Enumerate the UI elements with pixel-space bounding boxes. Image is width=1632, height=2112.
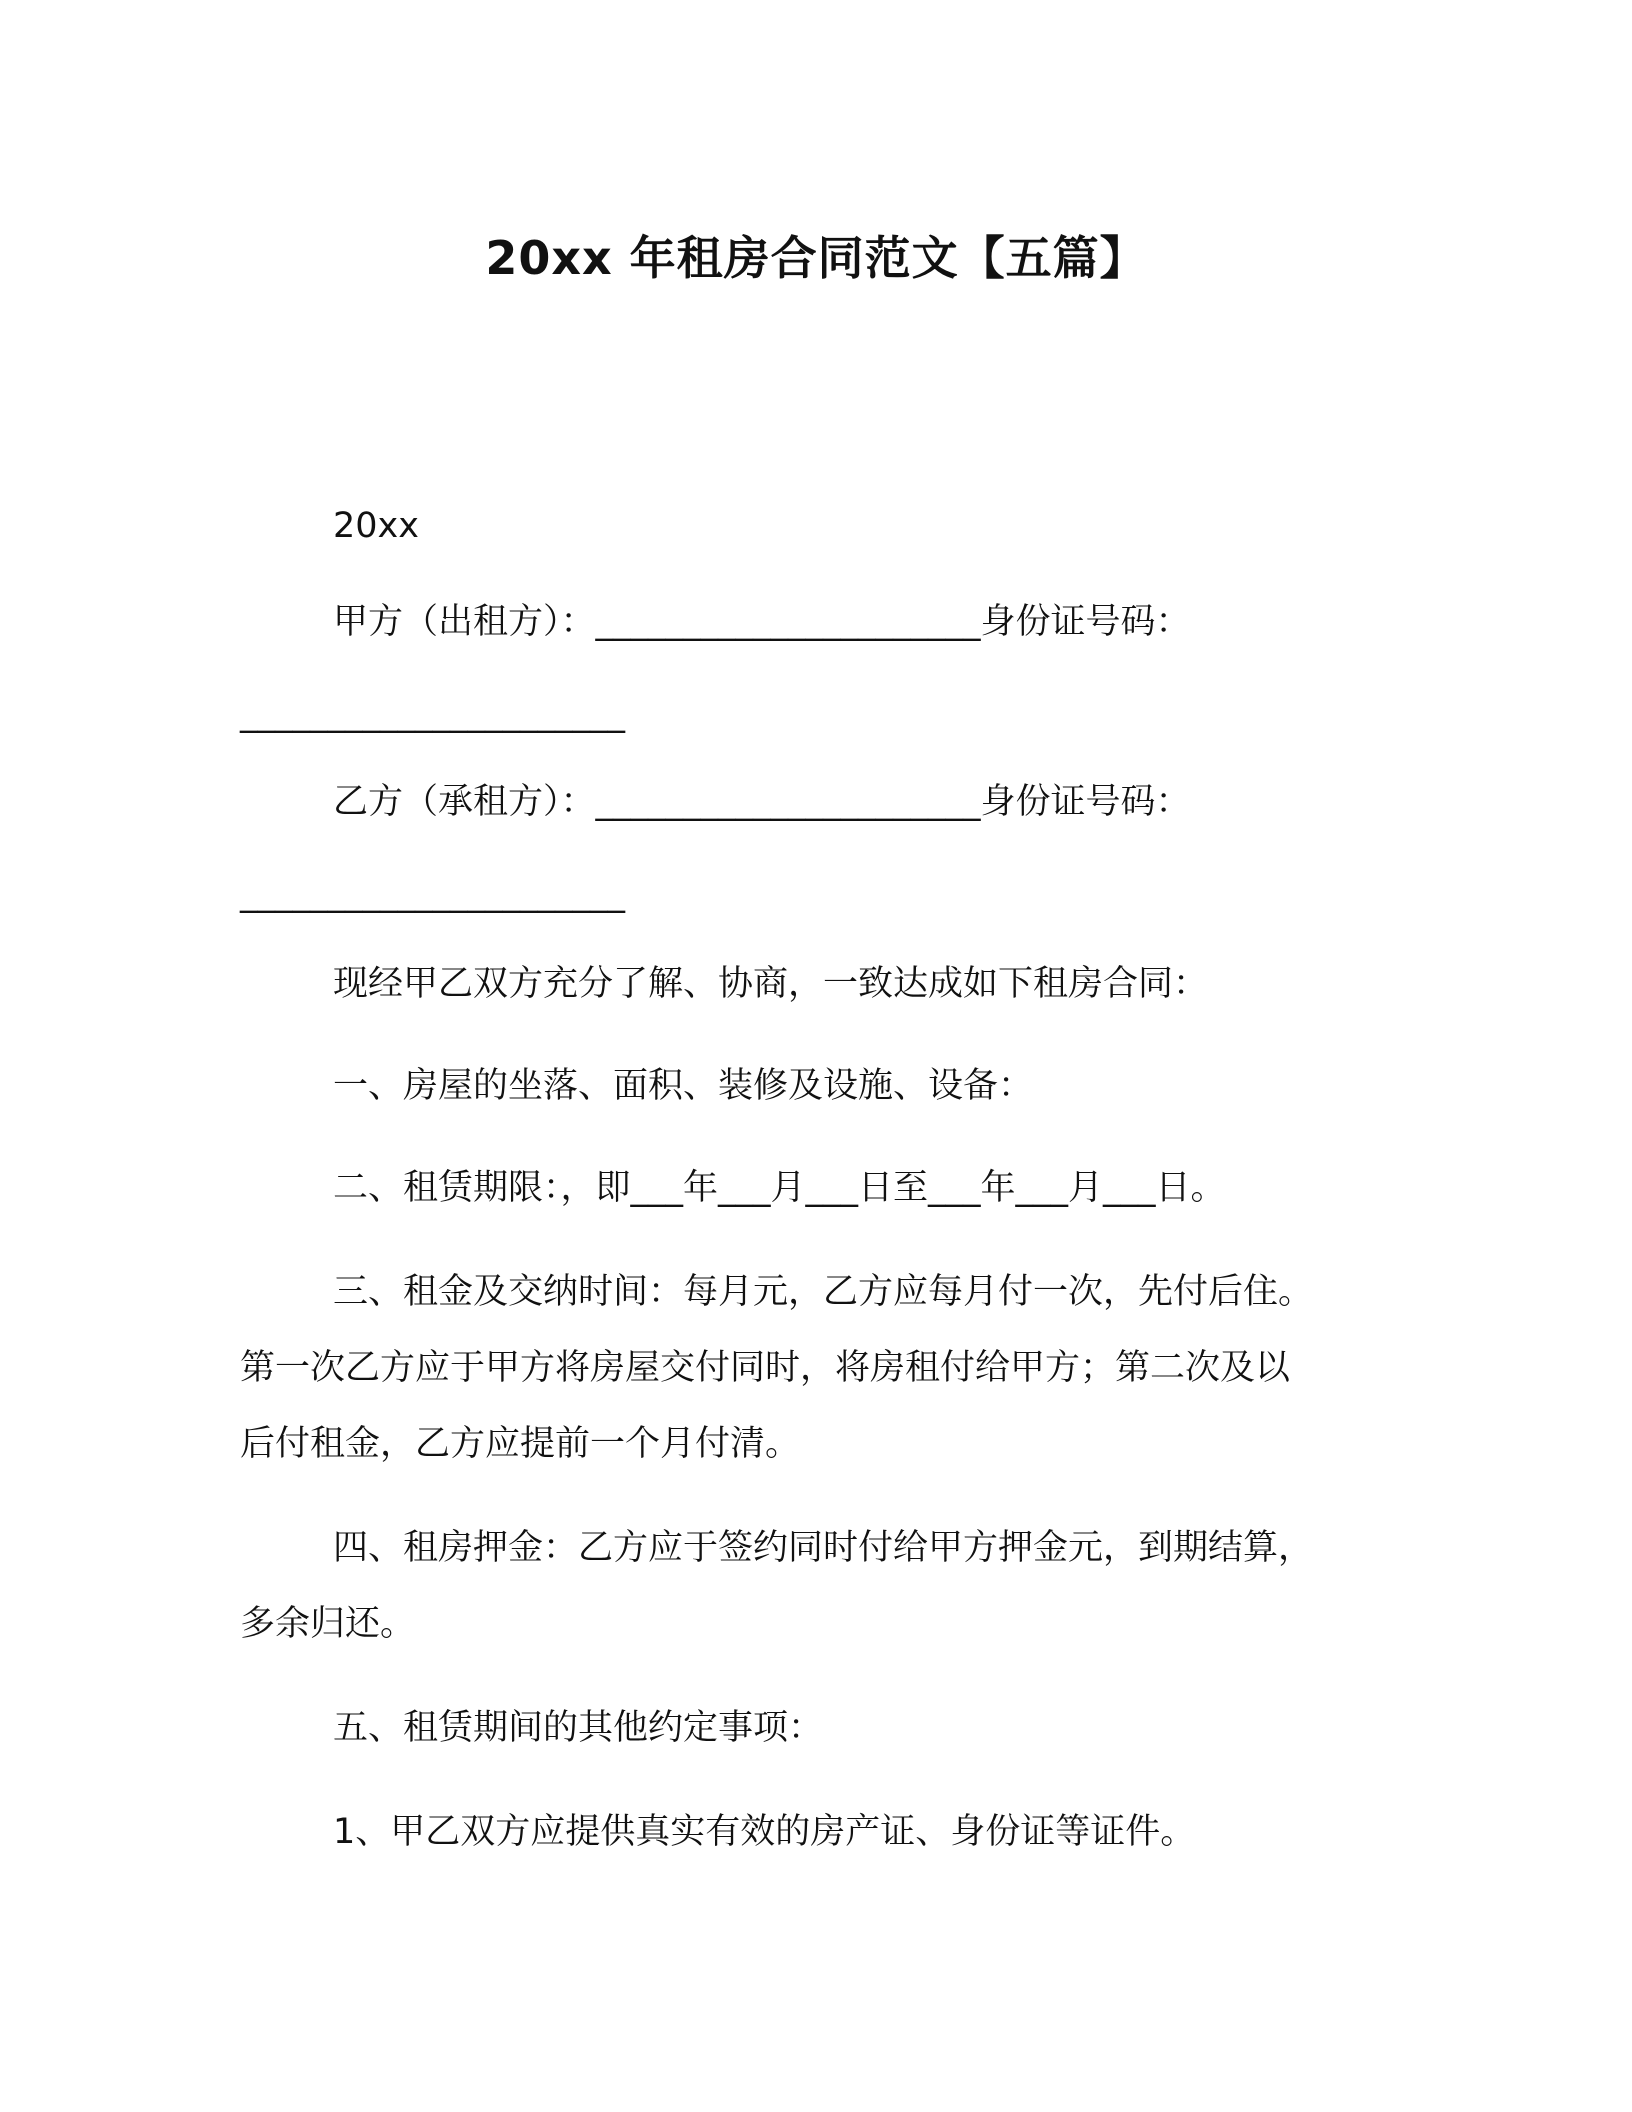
document-title: 20xx 年租房合同范文【五篇】 <box>485 231 1147 285</box>
clause-5: 五、租赁期间的其他约定事项： <box>333 1708 824 1748</box>
clause-4-line-2: 多余归还。 <box>240 1604 416 1644</box>
party-b-id-blank: ______________________ <box>240 874 625 914</box>
clause-2: 二、租赁期限：，即___年___月___日至___年___月___日。 <box>333 1168 1226 1208</box>
clause-1: 一、房屋的坐落、面积、装修及设施、设备： <box>333 1066 1034 1106</box>
item-1: 1、甲乙双方应提供真实有效的房产证、身份证等证件。 <box>333 1812 1196 1852</box>
clause-4-line-1: 四、租房押金：乙方应于签约同时付给甲方押金元，到期结算， <box>333 1528 1314 1568</box>
year-line: 20xx <box>333 506 419 546</box>
clause-3-line-3: 后付租金，乙方应提前一个月付清。 <box>240 1424 801 1464</box>
clause-3-line-2: 第一次乙方应于甲方将房屋交付同时，将房租付给甲方；第二次及以 <box>240 1348 1291 1388</box>
intro-paragraph: 现经甲乙双方充分了解、协商，一致达成如下租房合同： <box>333 964 1209 1004</box>
clause-3-line-1: 三、租金及交纳时间：每月元，乙方应每月付一次，先付后住。 <box>333 1272 1314 1312</box>
party-b-line: 乙方（承租方）：______________________身份证号码： <box>333 782 1191 822</box>
party-a-id-blank: ______________________ <box>240 694 625 734</box>
party-a-line: 甲方（出租方）：______________________身份证号码： <box>333 602 1191 642</box>
